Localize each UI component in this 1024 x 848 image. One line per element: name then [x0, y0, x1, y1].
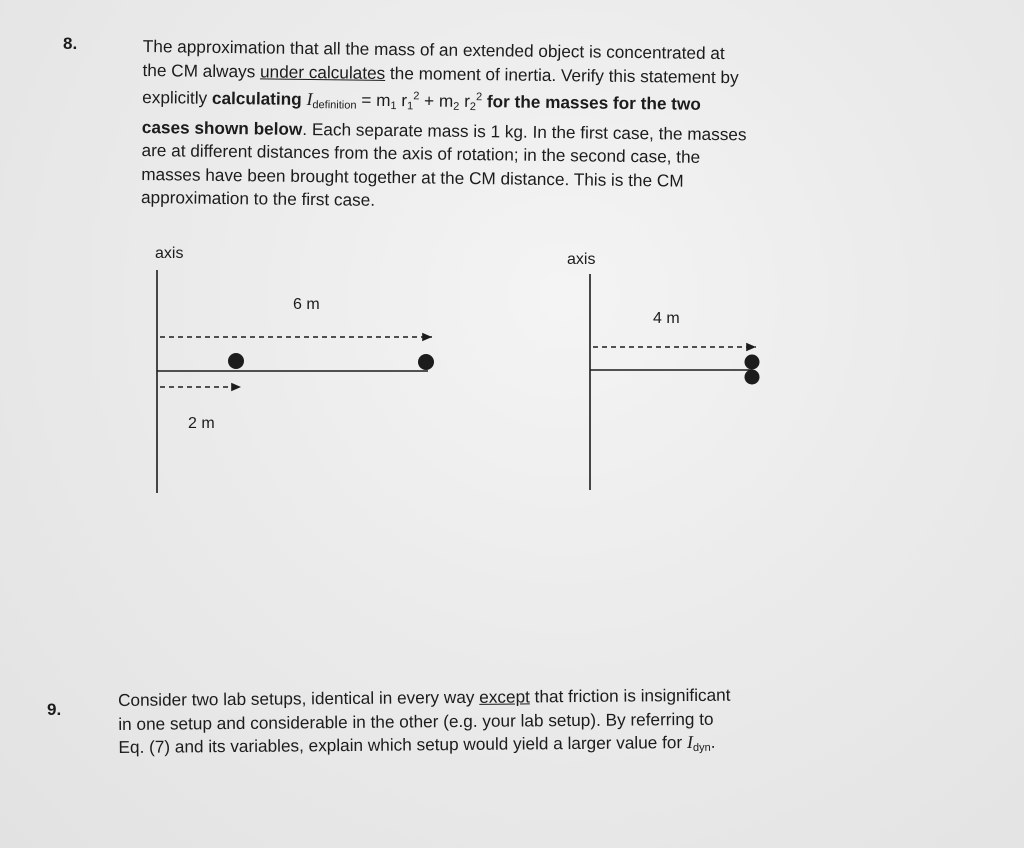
- case1-6m-label: 6 m: [293, 296, 320, 313]
- q9-line-2: in one setup and considerable in the other (e.g. your lab setup). By referring to: [118, 708, 714, 734]
- case2-mass-top: [745, 355, 760, 370]
- case1-mass-near: [228, 353, 244, 369]
- formula-part: 2: [475, 91, 483, 104]
- formula-part: 1: [390, 100, 397, 113]
- q9-line-3-end: .: [710, 731, 716, 752]
- q8-underlined-phrase: under calculates: [259, 60, 386, 83]
- q8-bold-cases: cases shown below: [141, 116, 303, 139]
- question-8-number: 8.: [63, 34, 78, 53]
- q8-line-3-bold-tail: for the masses for the two: [482, 91, 701, 114]
- q8-line-6: masses have been brought together at the CM distance. This is the CM: [141, 163, 684, 191]
- q8-bold-calculating: calculating: [211, 87, 307, 110]
- q8-line-2-start: the CM always: [142, 59, 261, 81]
- case1-mass-far: [418, 354, 434, 370]
- formula-part: 2: [453, 100, 460, 113]
- q8-line-3-start: explicitly: [142, 86, 213, 108]
- formula-part: r: [459, 90, 470, 111]
- formula-inertia-symbol: I: [306, 89, 313, 110]
- q9-line-1-end: that friction is insignificant: [529, 684, 731, 707]
- case2-axis-label: axis: [567, 251, 596, 268]
- q8-line-1: The approximation that all the mass of an extended object is concentrated at: [142, 35, 725, 64]
- case1-axis-label: axis: [155, 245, 184, 262]
- q9-line-3-start: Eq. (7) and its variables, explain which setup would yield a larger value for: [118, 732, 688, 757]
- formula-definition-subscript: definition: [312, 99, 357, 112]
- q9-underlined-except: except: [479, 686, 530, 707]
- q8-line-5: are at different distances from the axis of rotation; in the second case, the: [141, 139, 701, 167]
- question-9-text: [118, 682, 909, 765]
- idyn-subscript: dyn: [692, 741, 711, 754]
- case2-mass-bottom: [745, 370, 760, 385]
- q8-line-7: approximation to the first case.: [140, 186, 376, 210]
- q9-line-1-start: Consider two lab setups, identical in every way: [118, 686, 480, 710]
- formula-part: 1: [406, 100, 414, 113]
- q8-line-2-end: the moment of inertia. Verify this statement by: [385, 62, 739, 87]
- question-9-number: 9.: [47, 700, 62, 719]
- formula-part: 2: [469, 100, 476, 114]
- case2-4m-label: 4 m: [653, 310, 680, 327]
- idyn-symbol: I: [686, 731, 694, 753]
- formula-part: = m: [356, 89, 391, 111]
- formula-part: r: [396, 90, 408, 111]
- case1-2m-label: 2 m: [188, 415, 215, 432]
- q8-line-4-rest: . Each separate mass is 1 kg. In the first case, the masses: [302, 118, 747, 144]
- formula-part: 2: [413, 90, 420, 103]
- formula-part: + m: [419, 90, 454, 111]
